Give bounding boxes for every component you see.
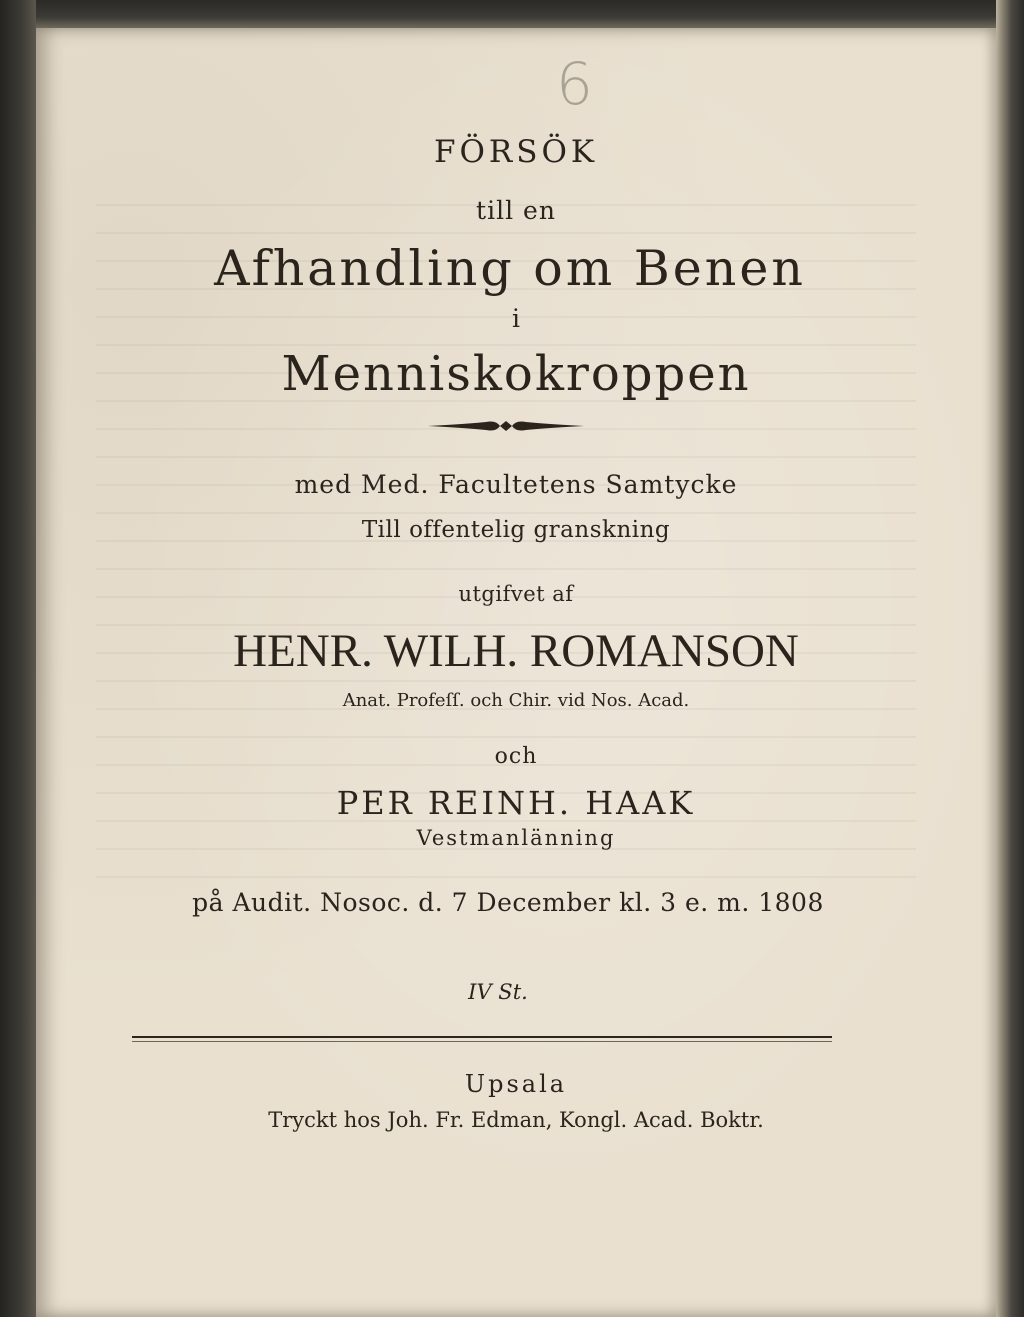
title-line-2: Menniskokroppen xyxy=(281,346,751,402)
title-connector: i xyxy=(512,304,520,333)
part-number: IV St. xyxy=(468,980,528,1004)
title-page xyxy=(36,28,996,1317)
author-1-title: Anat. Profeſſ. och Chir. vid Nos. Acad. xyxy=(342,690,690,711)
scan-background-top xyxy=(0,0,1024,28)
book-spine xyxy=(0,0,36,1317)
examination-line: Till offentelig granskning xyxy=(361,517,671,543)
consent-line: med Med. Facultetens Samtycke xyxy=(294,470,738,499)
folio-mark: 6 xyxy=(556,50,593,118)
imprint-printer: Tryckt hos Joh. Fr. Edman, Kongl. Acad. Boktr. xyxy=(268,1108,764,1132)
title-line-1: Afhandling om Benen xyxy=(214,240,806,297)
author-2-origin: Vestmanlänning xyxy=(416,826,616,850)
ornament-divider xyxy=(426,416,586,436)
conjunction-och: och xyxy=(494,744,538,769)
double-rule-divider xyxy=(132,1036,832,1042)
imprint-city: Upsala xyxy=(464,1070,568,1098)
subheading-till-en: till en xyxy=(476,196,556,225)
author-2-name: PER REINH. HAAK xyxy=(336,784,696,822)
author-1-name: HENR. WILH. ROMANSON xyxy=(233,625,799,677)
date-place-line: på Audit. Nosoc. d. 7 December kl. 3 e. m. 1808 xyxy=(192,888,824,917)
heading: FÖRSÖK xyxy=(433,134,599,170)
page-edge xyxy=(996,0,1024,1317)
published-by-line: utgifvet af xyxy=(458,582,574,606)
